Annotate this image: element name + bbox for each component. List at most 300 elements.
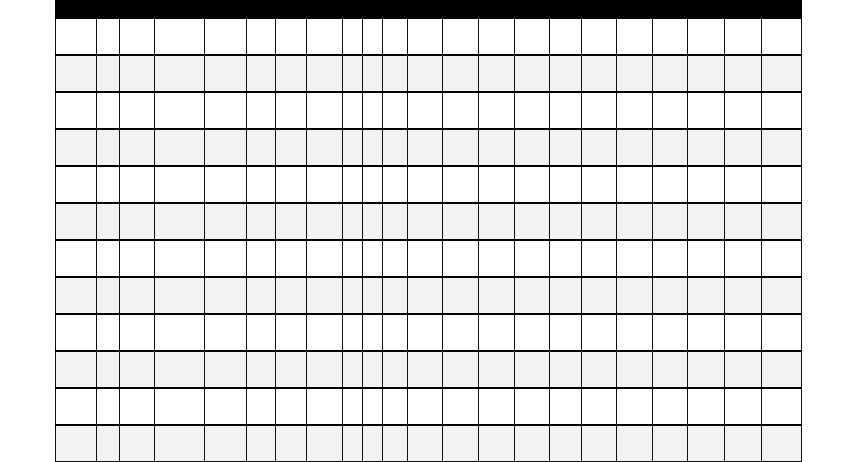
table-cell[interactable]: [342, 55, 362, 92]
table-cell[interactable]: [383, 129, 408, 166]
table-cell[interactable]: [443, 388, 478, 425]
table-cell[interactable]: [617, 92, 652, 129]
table-cell[interactable]: [275, 55, 306, 92]
table-cell[interactable]: [443, 314, 478, 351]
table-cell[interactable]: [762, 425, 802, 462]
table-cell[interactable]: [478, 55, 514, 92]
column-header[interactable]: [306, 0, 342, 18]
table-row: [56, 55, 802, 92]
table-cell[interactable]: [383, 277, 408, 314]
table-cell[interactable]: [306, 18, 342, 55]
table-cell[interactable]: [120, 18, 155, 55]
table-cell[interactable]: [443, 18, 478, 55]
column-header[interactable]: [56, 0, 97, 18]
table-cell[interactable]: [120, 314, 155, 351]
column-header[interactable]: [443, 0, 478, 18]
table-cell[interactable]: [246, 203, 275, 240]
table-cell[interactable]: [306, 314, 342, 351]
table-cell[interactable]: [342, 203, 362, 240]
table-cell[interactable]: [617, 314, 652, 351]
table-cell[interactable]: [306, 351, 342, 388]
table-cell[interactable]: [155, 18, 205, 55]
column-header[interactable]: [725, 0, 762, 18]
table-cell[interactable]: [408, 351, 443, 388]
column-header[interactable]: [342, 0, 362, 18]
table-cell[interactable]: [155, 55, 205, 92]
table-row: [56, 203, 802, 240]
table-cell[interactable]: [478, 277, 514, 314]
table-cell[interactable]: [443, 166, 478, 203]
table-cell[interactable]: [155, 92, 205, 129]
table-cell[interactable]: [120, 129, 155, 166]
table-cell[interactable]: [582, 388, 617, 425]
table-cell[interactable]: [550, 203, 582, 240]
table-cell[interactable]: [97, 166, 120, 203]
table-cell[interactable]: [762, 240, 802, 277]
table-cell[interactable]: [155, 240, 205, 277]
table-cell[interactable]: [762, 277, 802, 314]
table-cell[interactable]: [687, 314, 724, 351]
table-cell[interactable]: [582, 55, 617, 92]
column-header[interactable]: [362, 0, 383, 18]
table-cell[interactable]: [275, 314, 306, 351]
table-cell[interactable]: [550, 55, 582, 92]
table-cell[interactable]: [514, 18, 549, 55]
table-cell[interactable]: [408, 314, 443, 351]
table-cell[interactable]: [725, 240, 762, 277]
table-cell[interactable]: [205, 240, 246, 277]
table-cell[interactable]: [582, 92, 617, 129]
column-header[interactable]: [205, 0, 246, 18]
table-cell[interactable]: [478, 18, 514, 55]
table-cell[interactable]: [205, 92, 246, 129]
table-cell[interactable]: [306, 203, 342, 240]
table-cell[interactable]: [246, 129, 275, 166]
header-row: [56, 0, 802, 18]
column-header[interactable]: [383, 0, 408, 18]
table-cell[interactable]: [687, 203, 724, 240]
table-cell[interactable]: [408, 203, 443, 240]
column-header[interactable]: [652, 0, 687, 18]
table-cell[interactable]: [687, 388, 724, 425]
table-cell[interactable]: [246, 166, 275, 203]
table-cell[interactable]: [550, 92, 582, 129]
table-cell[interactable]: [550, 388, 582, 425]
column-header[interactable]: [155, 0, 205, 18]
table-cell[interactable]: [408, 388, 443, 425]
table-row: [56, 314, 802, 351]
table-cell[interactable]: [443, 425, 478, 462]
table-cell[interactable]: [478, 425, 514, 462]
table-cell[interactable]: [762, 388, 802, 425]
table-cell[interactable]: [205, 351, 246, 388]
table-cell[interactable]: [306, 92, 342, 129]
table-cell[interactable]: [56, 92, 97, 129]
table-cell[interactable]: [120, 166, 155, 203]
table-cell[interactable]: [342, 129, 362, 166]
table-cell[interactable]: [383, 314, 408, 351]
table-cell[interactable]: [275, 388, 306, 425]
table-cell[interactable]: [725, 203, 762, 240]
table-cell[interactable]: [383, 425, 408, 462]
table-cell[interactable]: [246, 92, 275, 129]
table-cell[interactable]: [120, 425, 155, 462]
table-cell[interactable]: [652, 18, 687, 55]
table-cell[interactable]: [550, 314, 582, 351]
table-cell[interactable]: [205, 166, 246, 203]
table-cell[interactable]: [652, 388, 687, 425]
table-cell[interactable]: [725, 55, 762, 92]
table-cell[interactable]: [762, 55, 802, 92]
table-cell[interactable]: [155, 203, 205, 240]
table-cell[interactable]: [652, 314, 687, 351]
table-cell[interactable]: [443, 55, 478, 92]
table-cell[interactable]: [617, 203, 652, 240]
table-cell[interactable]: [514, 166, 549, 203]
table-cell[interactable]: [550, 18, 582, 55]
table-cell[interactable]: [56, 388, 97, 425]
column-header[interactable]: [120, 0, 155, 18]
table-cell[interactable]: [725, 129, 762, 166]
table-cell[interactable]: [120, 277, 155, 314]
table-cell[interactable]: [687, 277, 724, 314]
table-cell[interactable]: [275, 166, 306, 203]
table-cell[interactable]: [342, 18, 362, 55]
table-cell[interactable]: [408, 18, 443, 55]
table-cell[interactable]: [550, 351, 582, 388]
table-cell[interactable]: [582, 166, 617, 203]
column-header[interactable]: [762, 0, 802, 18]
table-cell[interactable]: [205, 314, 246, 351]
table-cell[interactable]: [155, 277, 205, 314]
table-cell[interactable]: [246, 351, 275, 388]
table-cell[interactable]: [408, 129, 443, 166]
table-cell[interactable]: [408, 240, 443, 277]
table-cell[interactable]: [56, 314, 97, 351]
table-cell[interactable]: [408, 92, 443, 129]
table-cell[interactable]: [97, 240, 120, 277]
table-cell[interactable]: [443, 240, 478, 277]
table-cell[interactable]: [205, 55, 246, 92]
table-cell[interactable]: [443, 129, 478, 166]
table-cell[interactable]: [687, 18, 724, 55]
table-cell[interactable]: [725, 166, 762, 203]
table-cell[interactable]: [514, 425, 549, 462]
table-cell[interactable]: [617, 425, 652, 462]
table-cell[interactable]: [514, 240, 549, 277]
table-cell[interactable]: [362, 203, 383, 240]
table-cell[interactable]: [725, 314, 762, 351]
table-cell[interactable]: [246, 314, 275, 351]
table-cell[interactable]: [617, 351, 652, 388]
table-cell[interactable]: [443, 92, 478, 129]
table-cell[interactable]: [120, 203, 155, 240]
table-cell[interactable]: [582, 277, 617, 314]
table-cell[interactable]: [383, 55, 408, 92]
table-cell[interactable]: [478, 240, 514, 277]
table-cell[interactable]: [582, 314, 617, 351]
table-cell[interactable]: [97, 425, 120, 462]
table-cell[interactable]: [246, 277, 275, 314]
table-cell[interactable]: [762, 314, 802, 351]
table-cell[interactable]: [362, 18, 383, 55]
table-cell[interactable]: [550, 166, 582, 203]
table-cell[interactable]: [762, 92, 802, 129]
table-cell[interactable]: [97, 277, 120, 314]
table-cell[interactable]: [652, 55, 687, 92]
table-cell[interactable]: [652, 240, 687, 277]
table-cell[interactable]: [56, 240, 97, 277]
table-cell[interactable]: [97, 351, 120, 388]
table-cell[interactable]: [383, 92, 408, 129]
column-header[interactable]: [617, 0, 652, 18]
table-cell[interactable]: [56, 166, 97, 203]
column-header[interactable]: [687, 0, 724, 18]
table-cell[interactable]: [155, 314, 205, 351]
table-cell[interactable]: [443, 203, 478, 240]
table-cell[interactable]: [408, 55, 443, 92]
table-cell[interactable]: [652, 166, 687, 203]
table-cell[interactable]: [97, 55, 120, 92]
table-cell[interactable]: [443, 351, 478, 388]
table-cell[interactable]: [205, 129, 246, 166]
table-cell[interactable]: [408, 277, 443, 314]
column-header[interactable]: [246, 0, 275, 18]
table-cell[interactable]: [582, 425, 617, 462]
table-cell[interactable]: [155, 129, 205, 166]
table-cell[interactable]: [443, 277, 478, 314]
table-cell[interactable]: [478, 203, 514, 240]
table-cell[interactable]: [306, 388, 342, 425]
column-header[interactable]: [550, 0, 582, 18]
table-cell[interactable]: [246, 425, 275, 462]
table-row: [56, 277, 802, 314]
table-cell[interactable]: [617, 240, 652, 277]
table-cell[interactable]: [120, 55, 155, 92]
table-cell[interactable]: [582, 203, 617, 240]
table-cell[interactable]: [342, 314, 362, 351]
table-body: [56, 18, 802, 462]
table-row: [56, 240, 802, 277]
table-row: [56, 351, 802, 388]
table-cell[interactable]: [120, 388, 155, 425]
table-cell[interactable]: [762, 166, 802, 203]
table-cell[interactable]: [362, 129, 383, 166]
table-cell[interactable]: [725, 18, 762, 55]
table-cell[interactable]: [617, 18, 652, 55]
table-cell[interactable]: [725, 277, 762, 314]
table-cell[interactable]: [408, 166, 443, 203]
table-cell[interactable]: [617, 55, 652, 92]
table-cell[interactable]: [275, 351, 306, 388]
table-cell[interactable]: [514, 203, 549, 240]
table-cell[interactable]: [478, 92, 514, 129]
table-cell[interactable]: [582, 351, 617, 388]
table-cell[interactable]: [155, 425, 205, 462]
table-cell[interactable]: [478, 129, 514, 166]
table-cell[interactable]: [687, 92, 724, 129]
table-cell[interactable]: [342, 240, 362, 277]
table-cell[interactable]: [275, 203, 306, 240]
table-cell[interactable]: [362, 92, 383, 129]
table-cell[interactable]: [514, 129, 549, 166]
table-cell[interactable]: [342, 351, 362, 388]
table-cell[interactable]: [652, 351, 687, 388]
table-cell[interactable]: [342, 166, 362, 203]
table-cell[interactable]: [205, 388, 246, 425]
table-cell[interactable]: [762, 129, 802, 166]
table-cell[interactable]: [306, 129, 342, 166]
table-cell[interactable]: [342, 425, 362, 462]
table-cell[interactable]: [97, 92, 120, 129]
column-header[interactable]: [408, 0, 443, 18]
table-cell[interactable]: [120, 351, 155, 388]
table-cell[interactable]: [56, 203, 97, 240]
data-table: [55, 0, 802, 462]
table-cell[interactable]: [275, 277, 306, 314]
table-cell[interactable]: [362, 240, 383, 277]
table-cell[interactable]: [514, 277, 549, 314]
table-cell[interactable]: [617, 166, 652, 203]
table-row: [56, 425, 802, 462]
table-cell[interactable]: [514, 92, 549, 129]
table-cell[interactable]: [120, 240, 155, 277]
table-cell[interactable]: [56, 277, 97, 314]
table-cell[interactable]: [246, 55, 275, 92]
table-cell[interactable]: [383, 166, 408, 203]
table-cell[interactable]: [617, 277, 652, 314]
table-cell[interactable]: [205, 277, 246, 314]
table-cell[interactable]: [306, 240, 342, 277]
table-header: [56, 0, 802, 18]
column-header[interactable]: [478, 0, 514, 18]
table-cell[interactable]: [155, 351, 205, 388]
table-cell[interactable]: [550, 129, 582, 166]
table-cell[interactable]: [408, 425, 443, 462]
table-cell[interactable]: [762, 203, 802, 240]
table-cell[interactable]: [687, 240, 724, 277]
table-cell[interactable]: [306, 55, 342, 92]
table-cell[interactable]: [617, 388, 652, 425]
table-cell[interactable]: [383, 203, 408, 240]
table-cell[interactable]: [56, 425, 97, 462]
table-cell[interactable]: [342, 92, 362, 129]
table-cell[interactable]: [383, 240, 408, 277]
table-cell[interactable]: [97, 203, 120, 240]
table-cell[interactable]: [687, 129, 724, 166]
table-cell[interactable]: [478, 166, 514, 203]
table-cell[interactable]: [362, 277, 383, 314]
table-cell[interactable]: [120, 92, 155, 129]
table-cell[interactable]: [205, 18, 246, 55]
table-cell[interactable]: [275, 92, 306, 129]
table-cell[interactable]: [56, 55, 97, 92]
table-cell[interactable]: [97, 388, 120, 425]
table-cell[interactable]: [762, 18, 802, 55]
table-cell[interactable]: [725, 388, 762, 425]
table-cell[interactable]: [306, 425, 342, 462]
table-cell[interactable]: [687, 351, 724, 388]
table-cell[interactable]: [652, 203, 687, 240]
table-cell[interactable]: [582, 18, 617, 55]
table-cell[interactable]: [275, 240, 306, 277]
table-cell[interactable]: [514, 351, 549, 388]
table-cell[interactable]: [97, 129, 120, 166]
table-cell[interactable]: [762, 351, 802, 388]
table-cell[interactable]: [362, 314, 383, 351]
table-cell[interactable]: [205, 425, 246, 462]
table-cell[interactable]: [725, 351, 762, 388]
column-header[interactable]: [97, 0, 120, 18]
table-cell[interactable]: [306, 277, 342, 314]
table-cell[interactable]: [687, 55, 724, 92]
table-cell[interactable]: [246, 18, 275, 55]
table-cell[interactable]: [306, 166, 342, 203]
table-cell[interactable]: [383, 351, 408, 388]
table-cell[interactable]: [514, 314, 549, 351]
table-cell[interactable]: [362, 388, 383, 425]
table-cell[interactable]: [383, 388, 408, 425]
table-cell[interactable]: [652, 277, 687, 314]
column-header[interactable]: [275, 0, 306, 18]
table-cell[interactable]: [725, 92, 762, 129]
table-cell[interactable]: [155, 388, 205, 425]
table-cell[interactable]: [550, 277, 582, 314]
table-cell[interactable]: [362, 351, 383, 388]
spreadsheet-table-container: [55, 0, 802, 462]
table-cell[interactable]: [687, 166, 724, 203]
table-cell[interactable]: [478, 314, 514, 351]
table-cell[interactable]: [56, 351, 97, 388]
table-cell[interactable]: [97, 18, 120, 55]
table-row: [56, 166, 802, 203]
table-cell[interactable]: [275, 129, 306, 166]
table-cell[interactable]: [617, 129, 652, 166]
table-cell[interactable]: [362, 166, 383, 203]
table-cell[interactable]: [582, 240, 617, 277]
column-header[interactable]: [582, 0, 617, 18]
column-header[interactable]: [514, 0, 549, 18]
table-row: [56, 129, 802, 166]
table-cell[interactable]: [275, 425, 306, 462]
table-cell[interactable]: [246, 388, 275, 425]
table-cell[interactable]: [205, 203, 246, 240]
table-cell[interactable]: [514, 55, 549, 92]
table-cell[interactable]: [725, 425, 762, 462]
table-cell[interactable]: [478, 351, 514, 388]
table-cell[interactable]: [652, 92, 687, 129]
table-cell[interactable]: [383, 18, 408, 55]
table-cell[interactable]: [362, 425, 383, 462]
table-cell[interactable]: [514, 388, 549, 425]
table-cell[interactable]: [56, 129, 97, 166]
table-cell[interactable]: [478, 388, 514, 425]
table-cell[interactable]: [550, 425, 582, 462]
table-cell[interactable]: [342, 388, 362, 425]
table-cell[interactable]: [97, 314, 120, 351]
table-cell[interactable]: [687, 425, 724, 462]
table-cell[interactable]: [275, 18, 306, 55]
table-cell[interactable]: [582, 129, 617, 166]
table-cell[interactable]: [56, 18, 97, 55]
table-cell[interactable]: [246, 240, 275, 277]
table-cell[interactable]: [652, 129, 687, 166]
table-cell[interactable]: [550, 240, 582, 277]
table-cell[interactable]: [362, 55, 383, 92]
table-cell[interactable]: [342, 277, 362, 314]
table-cell[interactable]: [155, 166, 205, 203]
table-cell[interactable]: [652, 425, 687, 462]
